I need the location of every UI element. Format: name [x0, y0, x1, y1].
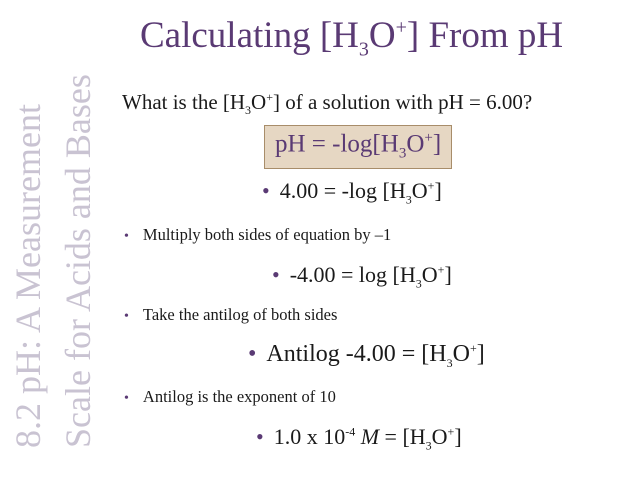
bullet-icon: •: [256, 424, 264, 449]
step-note-2: [124, 305, 337, 325]
step-2-start: -4.00 = log [H: [289, 262, 416, 287]
bullet-icon: •: [124, 309, 129, 324]
step-1-end: ]: [434, 178, 442, 203]
ph-formula-box: [264, 125, 452, 169]
question-text: [122, 90, 532, 118]
step-3-mid: O: [452, 341, 470, 367]
step-1-mid: O: [411, 178, 428, 203]
question-mid: O: [251, 90, 267, 114]
question-start: What is the [H: [122, 90, 246, 114]
title-text-end: ] From pH: [406, 15, 564, 56]
step-4-subscript: 3: [425, 438, 432, 453]
step-4-exponent: -4: [345, 424, 356, 439]
step-1-superscript: +: [427, 178, 435, 193]
step-2-end: ]: [444, 262, 452, 287]
step-equation-3: [248, 341, 485, 371]
question-subscript: 3: [245, 103, 252, 118]
title-superscript: +: [395, 16, 407, 39]
step-equation-4: [256, 424, 462, 453]
slide-title: [140, 14, 563, 61]
formula-subscript: 3: [398, 145, 407, 162]
title-subscript: 3: [358, 38, 369, 61]
step-3-end: ]: [476, 341, 485, 367]
step-1-subscript: 3: [405, 192, 412, 207]
step-note-1-text: Multiply both sides of equation by –1: [142, 225, 392, 244]
step-4-end: ]: [454, 424, 462, 449]
step-3-superscript: +: [469, 341, 477, 355]
bullet-icon: •: [124, 229, 129, 244]
step-2-subscript: 3: [415, 276, 422, 291]
step-2-superscript: +: [437, 262, 445, 277]
step-1-start: 4.00 = -log [H: [279, 178, 406, 203]
formula-superscript: +: [424, 130, 433, 146]
step-4-start: 1.0 x 10: [273, 424, 346, 449]
sidebar-title-line-2: Scale for Acids and Bases: [58, 74, 98, 448]
formula-mid: O: [406, 130, 425, 158]
title-text-mid: O: [368, 15, 396, 56]
step-4-superscript: +: [447, 424, 455, 439]
title-text-start: Calculating [H: [140, 15, 359, 56]
bullet-icon: •: [272, 262, 280, 287]
step-note-1: [124, 225, 391, 245]
step-4-equals: = [H: [379, 424, 426, 449]
question-end: ] of a solution with pH = 6.00?: [273, 90, 533, 114]
step-note-3-text: Antilog is the exponent of 10: [142, 387, 336, 406]
step-note-2-text: Take the antilog of both sides: [142, 305, 338, 324]
step-2-mid: O: [421, 262, 438, 287]
formula-end: ]: [432, 130, 442, 158]
formula-start: pH = -log[H: [275, 130, 399, 158]
step-note-3: [124, 387, 336, 407]
step-4-unit: M: [360, 424, 380, 449]
sidebar-title-line-1: 8.2 pH: A Measurement: [8, 104, 48, 448]
step-4-mid: O: [431, 424, 448, 449]
step-3-subscript: 3: [446, 355, 453, 370]
bullet-icon: •: [124, 391, 129, 406]
sidebar-title: [0, 0, 110, 479]
bullet-icon: •: [248, 341, 257, 367]
bullet-icon: •: [262, 178, 270, 203]
step-3-start: Antilog -4.00 = [H: [266, 341, 447, 367]
step-equation-2: [272, 262, 452, 291]
step-equation-1: [262, 178, 442, 207]
question-superscript: +: [266, 90, 273, 104]
